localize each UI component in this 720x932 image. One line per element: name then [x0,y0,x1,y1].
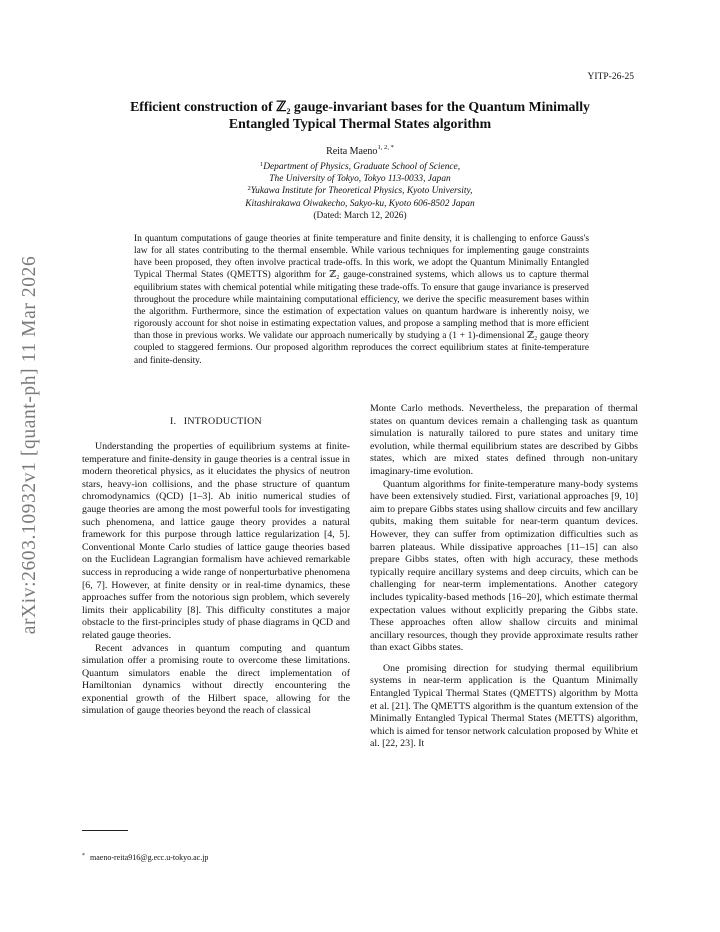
paragraph: Recent advances in quantum computing and quantum simulation offer a promising route to overcome these limitations. Quantum simulators enable the direct implementation of Hamiltonian dynamics without directly encountering the exponential growth of the Hilbert space, allowing for the simulation of gauge theories beyond the reach of classical [82,642,350,717]
paragraph: Understanding the properties of equilibrium systems at finite-temperature and finite-density in gauge theories is a central issue in modern theoretical physics, as it elucidates the physics of neutron stars, heavy-ion collisions, and the phase structure of quantum chromodynamics (QCD) [1–3]. Ab initio numerical studies of gauge theories are among the most powerful tools for investigating such phenomena, and lattice gauge theory provides a natural framework for this purpose through lattice regularization [4, 5]. Conventional Monte Carlo studies of lattice gauge theories based on the Euclidean Lagrangian formalism have achieved remarkable success in reproducing a wide range of nonperturbative phenomena [6, 7]. However, at finite density or in real-time dynamics, these approaches suffer from the notorious sign problem, which severely limits their applicability [8]. This difficulty constitutes a major obstacle to the first-principles study of phase diagrams in QCD and related gauge theories. [82,441,350,641]
section-heading-introduction [82,416,350,427]
affiliation-2-line-1: $^2$Yukawa Institute for Theoretical Physics, Kyoto University, [247,185,473,197]
arxiv-stamp-text: arXiv:2603.10932v1 [quant-ph] 11 Mar 2026 [19,255,40,635]
affiliation-1-line-1: $^1$Department of Physics, Graduate School of Science, [259,161,461,172]
footnote [82,853,208,862]
affiliation-2-line-2: Kitashirakawa Oiwakecho, Sakyo-ku, Kyoto 606-8502 Japan [245,198,475,209]
author-line [60,146,660,157]
title-line-2: Entangled Typical Thermal States algorithm [228,116,492,131]
paragraph: Quantum algorithms for finite-temperature many-body systems have been extensively studied. First, variational approaches [9, 10] aim to prepare Gibbs states using shallow circuits and few ancillary qubits, making them suitable for near-term quantum devices. However, they can suffer from optimization difficulties such as barren plateaus. While dissipative approaches [11–15] can also prepare Gibbs states, often with high accuracy, these methods typically require ancillary systems and deep circuits, which can be challenging for near-term implementations. Another category includes typicality-based methods [16–20], which estimate thermal expectation values without explicitly preparing the Gibbs state. These approaches often allow shallow circuits and minimal ancillary resources, though they provide approximate results rather than exact Gibbs states. [370,478,638,654]
report-number: YITP-26-25 [587,72,634,82]
footnote-email: maeno-reita916@g.ecc.u-tokyo.ac.jp [90,853,209,862]
footnote-mark: * [82,853,85,859]
section-title: INTRODUCTION [183,416,262,427]
affiliation-1-line-2: The University of Tokyo, Tokyo 113-0033, Japan [269,174,451,185]
arxiv-identifier-stamp [8,240,52,650]
author-affiliation-marks: 1, 2, * [377,144,394,151]
abstract: In quantum computations of gauge theories at finite temperature and finite density, it is challenging to enforce Gauss's law for all states contributing to the thermal ensemble. While various techniques for implementing gauge constraints have been proposed, they often involve practical trade-offs. In this work, we adopt the Quantum Minimally Entangled Typical Thermal States (QMETTS) algorithm for ℤ₂ gauge-constrained systems, which allows us to capture thermal equilibrium states with chemical potential while mitigating these trade-offs. To ensure that gauge invariance is preserved throughout the procedure while maintaining computational efficiency, we derive the specific measurement bases within the algorithm. Furthermore, since the estimation of expectation values on quantum hardware is inherently noisy, we rigorously account for shot noise in estimating expectation values, and propose a sampling method that is more efficient than those in previous works. We validate our approach numerically by studying a (1 + 1)-dimensional ℤ₂ gauge theory coupled to staggered fermions. Our proposed algorithm reproduces the correct equilibrium states at finite-temperature and finite-density. [134,234,589,366]
affiliations [60,161,660,222]
right-column [370,403,638,751]
paragraph: One promising direction for studying thermal equilibrium systems in near-term application is the Quantum Minimally Entangled Typical Thermal States (QMETTS) algorithm by Motta et al. [21]. The QMETTS algorithm is the quantum extension of the Minimally Entangled Typical Thermal States (METTS) algorithm, which is aimed for tensor network calculation proposed by White et al. [22, 23]. It [370,662,639,750]
footnote-divider [82,830,128,831]
dated-line: (Dated: March 12, 2026) [313,210,407,221]
left-column [82,441,350,718]
author-name: Reita Maeno [326,146,378,157]
section-number: I. [170,416,177,427]
paragraph: Monte Carlo methods. Nevertheless, the preparation of thermal states on quantum devices remain a challenging task as quantum simulation is naturally tailored to pure states and unitary time evolution, while thermal equilibrium states are described by Gibbs states, which are mixed states defined through non-unitary imaginary-time evolution. [370,403,638,477]
paper-title [60,98,660,132]
title-line-1: Efficient construction of ℤ₂ gauge-invariant bases for the Quantum Minimally [130,99,590,114]
